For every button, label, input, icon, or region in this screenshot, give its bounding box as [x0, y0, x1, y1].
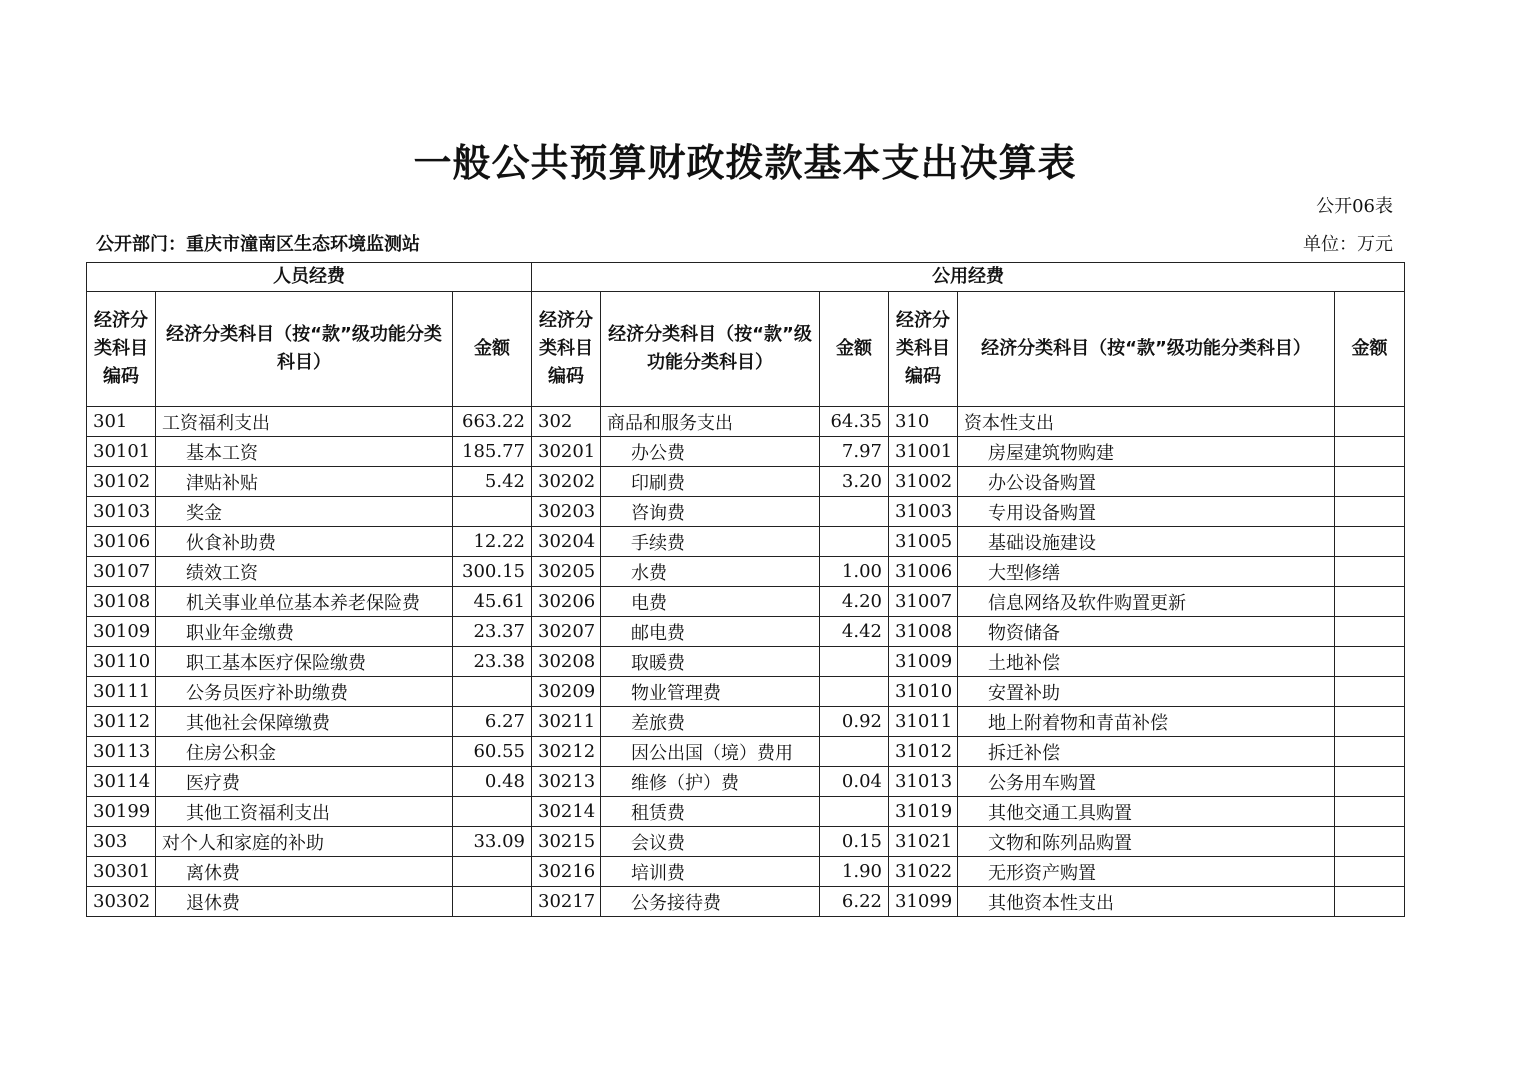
goods-code-cell: 30205 — [532, 557, 601, 587]
goods-amount-cell — [820, 677, 889, 707]
personnel-code-cell: 30111 — [87, 677, 156, 707]
personnel-name-cell: 奖金 — [156, 497, 453, 527]
personnel-amount-cell: 185.77 — [453, 437, 532, 467]
table-row — [87, 647, 1405, 677]
goods-name-cell: 培训费 — [601, 857, 820, 887]
personnel-amount-cell — [453, 857, 532, 887]
personnel-amount-cell: 23.38 — [453, 647, 532, 677]
goods-code-cell: 30212 — [532, 737, 601, 767]
capital-code-cell: 31003 — [889, 497, 958, 527]
capital-amount-cell — [1335, 497, 1405, 527]
goods-code-cell: 30204 — [532, 527, 601, 557]
table-row — [87, 737, 1405, 767]
goods-amount-cell — [820, 737, 889, 767]
personnel-name-cell: 职工基本医疗保险缴费 — [156, 647, 453, 677]
capital-code-cell: 31010 — [889, 677, 958, 707]
department-label: 公开部门：重庆市潼南区生态环境监测站 — [96, 234, 420, 255]
capital-code-cell: 31005 — [889, 527, 958, 557]
goods-amount-cell: 1.90 — [820, 857, 889, 887]
goods-amount-cell: 0.15 — [820, 827, 889, 857]
personnel-amount-cell: 5.42 — [453, 467, 532, 497]
form-number: 公开06表 — [1316, 196, 1393, 217]
goods-code-cell: 30202 — [532, 467, 601, 497]
personnel-code-cell: 30114 — [87, 767, 156, 797]
capital-name-cell: 专用设备购置 — [958, 497, 1335, 527]
group-header-personnel: 人员经费 — [87, 263, 532, 292]
capital-amount-cell — [1335, 797, 1405, 827]
capital-name-cell: 其他交通工具购置 — [958, 797, 1335, 827]
personnel-code-cell: 30108 — [87, 587, 156, 617]
personnel-name-cell: 绩效工资 — [156, 557, 453, 587]
personnel-name-cell: 机关事业单位基本养老保险费 — [156, 587, 453, 617]
goods-amount-cell: 0.92 — [820, 707, 889, 737]
capital-code-cell: 31001 — [889, 437, 958, 467]
column-header-capital-code: 经济分类科目编码 — [889, 292, 958, 407]
capital-code-cell: 31099 — [889, 887, 958, 917]
capital-amount-cell — [1335, 467, 1405, 497]
table-row — [87, 557, 1405, 587]
personnel-code-cell: 303 — [87, 827, 156, 857]
table-row — [87, 827, 1405, 857]
goods-name-cell: 印刷费 — [601, 467, 820, 497]
personnel-name-cell: 其他社会保障缴费 — [156, 707, 453, 737]
column-header-capital-name: 经济分类科目（按“款”级功能分类科目） — [958, 292, 1335, 407]
capital-amount-cell — [1335, 617, 1405, 647]
goods-code-cell: 30207 — [532, 617, 601, 647]
capital-name-cell: 大型修缮 — [958, 557, 1335, 587]
capital-name-cell: 办公设备购置 — [958, 467, 1335, 497]
capital-name-cell: 资本性支出 — [958, 407, 1335, 437]
column-header-personnel-amount: 金额 — [453, 292, 532, 407]
personnel-code-cell: 30199 — [87, 797, 156, 827]
column-header-personnel-code: 经济分类科目编码 — [87, 292, 156, 407]
capital-amount-cell — [1335, 707, 1405, 737]
personnel-name-cell: 职业年金缴费 — [156, 617, 453, 647]
capital-name-cell: 房屋建筑物购建 — [958, 437, 1335, 467]
goods-name-cell: 水费 — [601, 557, 820, 587]
personnel-name-cell: 对个人和家庭的补助 — [156, 827, 453, 857]
goods-name-cell: 公务接待费 — [601, 887, 820, 917]
capital-amount-cell — [1335, 737, 1405, 767]
table-row — [87, 527, 1405, 557]
goods-code-cell: 30211 — [532, 707, 601, 737]
goods-amount-cell — [820, 647, 889, 677]
goods-name-cell: 因公出国（境）费用 — [601, 737, 820, 767]
column-header-goods-code: 经济分类科目编码 — [532, 292, 601, 407]
page-title: 一般公共预算财政拨款基本支出决算表 — [413, 140, 1077, 185]
goods-code-cell: 30217 — [532, 887, 601, 917]
table-row — [87, 887, 1405, 917]
personnel-code-cell: 30301 — [87, 857, 156, 887]
table-row — [87, 437, 1405, 467]
goods-name-cell: 维修（护）费 — [601, 767, 820, 797]
capital-amount-cell — [1335, 407, 1405, 437]
personnel-code-cell: 30103 — [87, 497, 156, 527]
personnel-code-cell: 30101 — [87, 437, 156, 467]
capital-amount-cell — [1335, 437, 1405, 467]
capital-code-cell: 31013 — [889, 767, 958, 797]
goods-amount-cell: 7.97 — [820, 437, 889, 467]
personnel-amount-cell: 12.22 — [453, 527, 532, 557]
personnel-name-cell: 退休费 — [156, 887, 453, 917]
capital-amount-cell — [1335, 527, 1405, 557]
capital-amount-cell — [1335, 827, 1405, 857]
goods-amount-cell — [820, 497, 889, 527]
capital-name-cell: 拆迁补偿 — [958, 737, 1335, 767]
personnel-amount-cell — [453, 677, 532, 707]
capital-name-cell: 信息网络及软件购置更新 — [958, 587, 1335, 617]
personnel-code-cell: 30112 — [87, 707, 156, 737]
column-header-personnel-name: 经济分类科目（按“款”级功能分类科目） — [156, 292, 453, 407]
personnel-name-cell: 津贴补贴 — [156, 467, 453, 497]
table-row — [87, 467, 1405, 497]
capital-amount-cell — [1335, 767, 1405, 797]
personnel-amount-cell: 45.61 — [453, 587, 532, 617]
goods-name-cell: 租赁费 — [601, 797, 820, 827]
personnel-name-cell: 工资福利支出 — [156, 407, 453, 437]
capital-name-cell: 其他资本性支出 — [958, 887, 1335, 917]
personnel-amount-cell: 60.55 — [453, 737, 532, 767]
capital-code-cell: 31021 — [889, 827, 958, 857]
goods-name-cell: 物业管理费 — [601, 677, 820, 707]
goods-amount-cell: 3.20 — [820, 467, 889, 497]
personnel-name-cell: 公务员医疗补助缴费 — [156, 677, 453, 707]
personnel-name-cell: 住房公积金 — [156, 737, 453, 767]
goods-code-cell: 30216 — [532, 857, 601, 887]
goods-code-cell: 30215 — [532, 827, 601, 857]
personnel-amount-cell: 300.15 — [453, 557, 532, 587]
goods-code-cell: 30209 — [532, 677, 601, 707]
capital-code-cell: 31006 — [889, 557, 958, 587]
personnel-code-cell: 30113 — [87, 737, 156, 767]
goods-name-cell: 邮电费 — [601, 617, 820, 647]
table-row — [87, 707, 1405, 737]
budget-table — [86, 262, 1405, 917]
capital-name-cell: 安置补助 — [958, 677, 1335, 707]
personnel-amount-cell: 6.27 — [453, 707, 532, 737]
capital-code-cell: 31019 — [889, 797, 958, 827]
personnel-amount-cell — [453, 887, 532, 917]
goods-amount-cell: 4.20 — [820, 587, 889, 617]
personnel-name-cell: 基本工资 — [156, 437, 453, 467]
capital-name-cell: 物资储备 — [958, 617, 1335, 647]
personnel-name-cell: 伙食补助费 — [156, 527, 453, 557]
goods-amount-cell: 0.04 — [820, 767, 889, 797]
personnel-amount-cell — [453, 497, 532, 527]
table-row — [87, 587, 1405, 617]
goods-code-cell: 30206 — [532, 587, 601, 617]
table-row — [87, 407, 1405, 437]
goods-name-cell: 咨询费 — [601, 497, 820, 527]
capital-code-cell: 31008 — [889, 617, 958, 647]
capital-amount-cell — [1335, 647, 1405, 677]
capital-amount-cell — [1335, 677, 1405, 707]
goods-name-cell: 会议费 — [601, 827, 820, 857]
personnel-amount-cell: 23.37 — [453, 617, 532, 647]
goods-name-cell: 手续费 — [601, 527, 820, 557]
group-header-public: 公用经费 — [532, 263, 1405, 292]
personnel-code-cell: 30106 — [87, 527, 156, 557]
capital-name-cell: 文物和陈列品购置 — [958, 827, 1335, 857]
goods-name-cell: 差旅费 — [601, 707, 820, 737]
table-row — [87, 857, 1405, 887]
table-row — [87, 767, 1405, 797]
personnel-code-cell: 301 — [87, 407, 156, 437]
capital-code-cell: 31009 — [889, 647, 958, 677]
column-header-goods-name: 经济分类科目（按“款”级功能分类科目） — [601, 292, 820, 407]
goods-name-cell: 电费 — [601, 587, 820, 617]
goods-code-cell: 30201 — [532, 437, 601, 467]
goods-amount-cell: 6.22 — [820, 887, 889, 917]
capital-name-cell: 基础设施建设 — [958, 527, 1335, 557]
goods-amount-cell: 4.42 — [820, 617, 889, 647]
capital-code-cell: 31022 — [889, 857, 958, 887]
column-header-goods-amount: 金额 — [820, 292, 889, 407]
goods-amount-cell: 64.35 — [820, 407, 889, 437]
goods-code-cell: 30203 — [532, 497, 601, 527]
table-row — [87, 797, 1405, 827]
personnel-name-cell: 离休费 — [156, 857, 453, 887]
capital-code-cell: 31011 — [889, 707, 958, 737]
table-body — [87, 407, 1405, 917]
goods-code-cell: 302 — [532, 407, 601, 437]
goods-amount-cell — [820, 527, 889, 557]
capital-amount-cell — [1335, 587, 1405, 617]
personnel-amount-cell: 663.22 — [453, 407, 532, 437]
unit-label: 单位：万元 — [1303, 234, 1393, 255]
column-header-capital-amount: 金额 — [1335, 292, 1405, 407]
personnel-amount-cell — [453, 797, 532, 827]
goods-code-cell: 30208 — [532, 647, 601, 677]
capital-name-cell: 无形资产购置 — [958, 857, 1335, 887]
capital-code-cell: 31007 — [889, 587, 958, 617]
capital-code-cell: 31012 — [889, 737, 958, 767]
table-row — [87, 497, 1405, 527]
personnel-code-cell: 30302 — [87, 887, 156, 917]
personnel-code-cell: 30102 — [87, 467, 156, 497]
table-row — [87, 617, 1405, 647]
goods-amount-cell — [820, 797, 889, 827]
personnel-amount-cell: 0.48 — [453, 767, 532, 797]
capital-amount-cell — [1335, 557, 1405, 587]
goods-name-cell: 办公费 — [601, 437, 820, 467]
capital-name-cell: 地上附着物和青苗补偿 — [958, 707, 1335, 737]
goods-name-cell: 取暖费 — [601, 647, 820, 677]
personnel-name-cell: 医疗费 — [156, 767, 453, 797]
personnel-code-cell: 30110 — [87, 647, 156, 677]
goods-name-cell: 商品和服务支出 — [601, 407, 820, 437]
personnel-name-cell: 其他工资福利支出 — [156, 797, 453, 827]
capital-code-cell: 31002 — [889, 467, 958, 497]
capital-amount-cell — [1335, 857, 1405, 887]
goods-amount-cell: 1.00 — [820, 557, 889, 587]
personnel-code-cell: 30109 — [87, 617, 156, 647]
personnel-code-cell: 30107 — [87, 557, 156, 587]
capital-amount-cell — [1335, 887, 1405, 917]
personnel-amount-cell: 33.09 — [453, 827, 532, 857]
goods-code-cell: 30213 — [532, 767, 601, 797]
capital-name-cell: 公务用车购置 — [958, 767, 1335, 797]
capital-name-cell: 土地补偿 — [958, 647, 1335, 677]
capital-code-cell: 310 — [889, 407, 958, 437]
table-row — [87, 677, 1405, 707]
goods-code-cell: 30214 — [532, 797, 601, 827]
